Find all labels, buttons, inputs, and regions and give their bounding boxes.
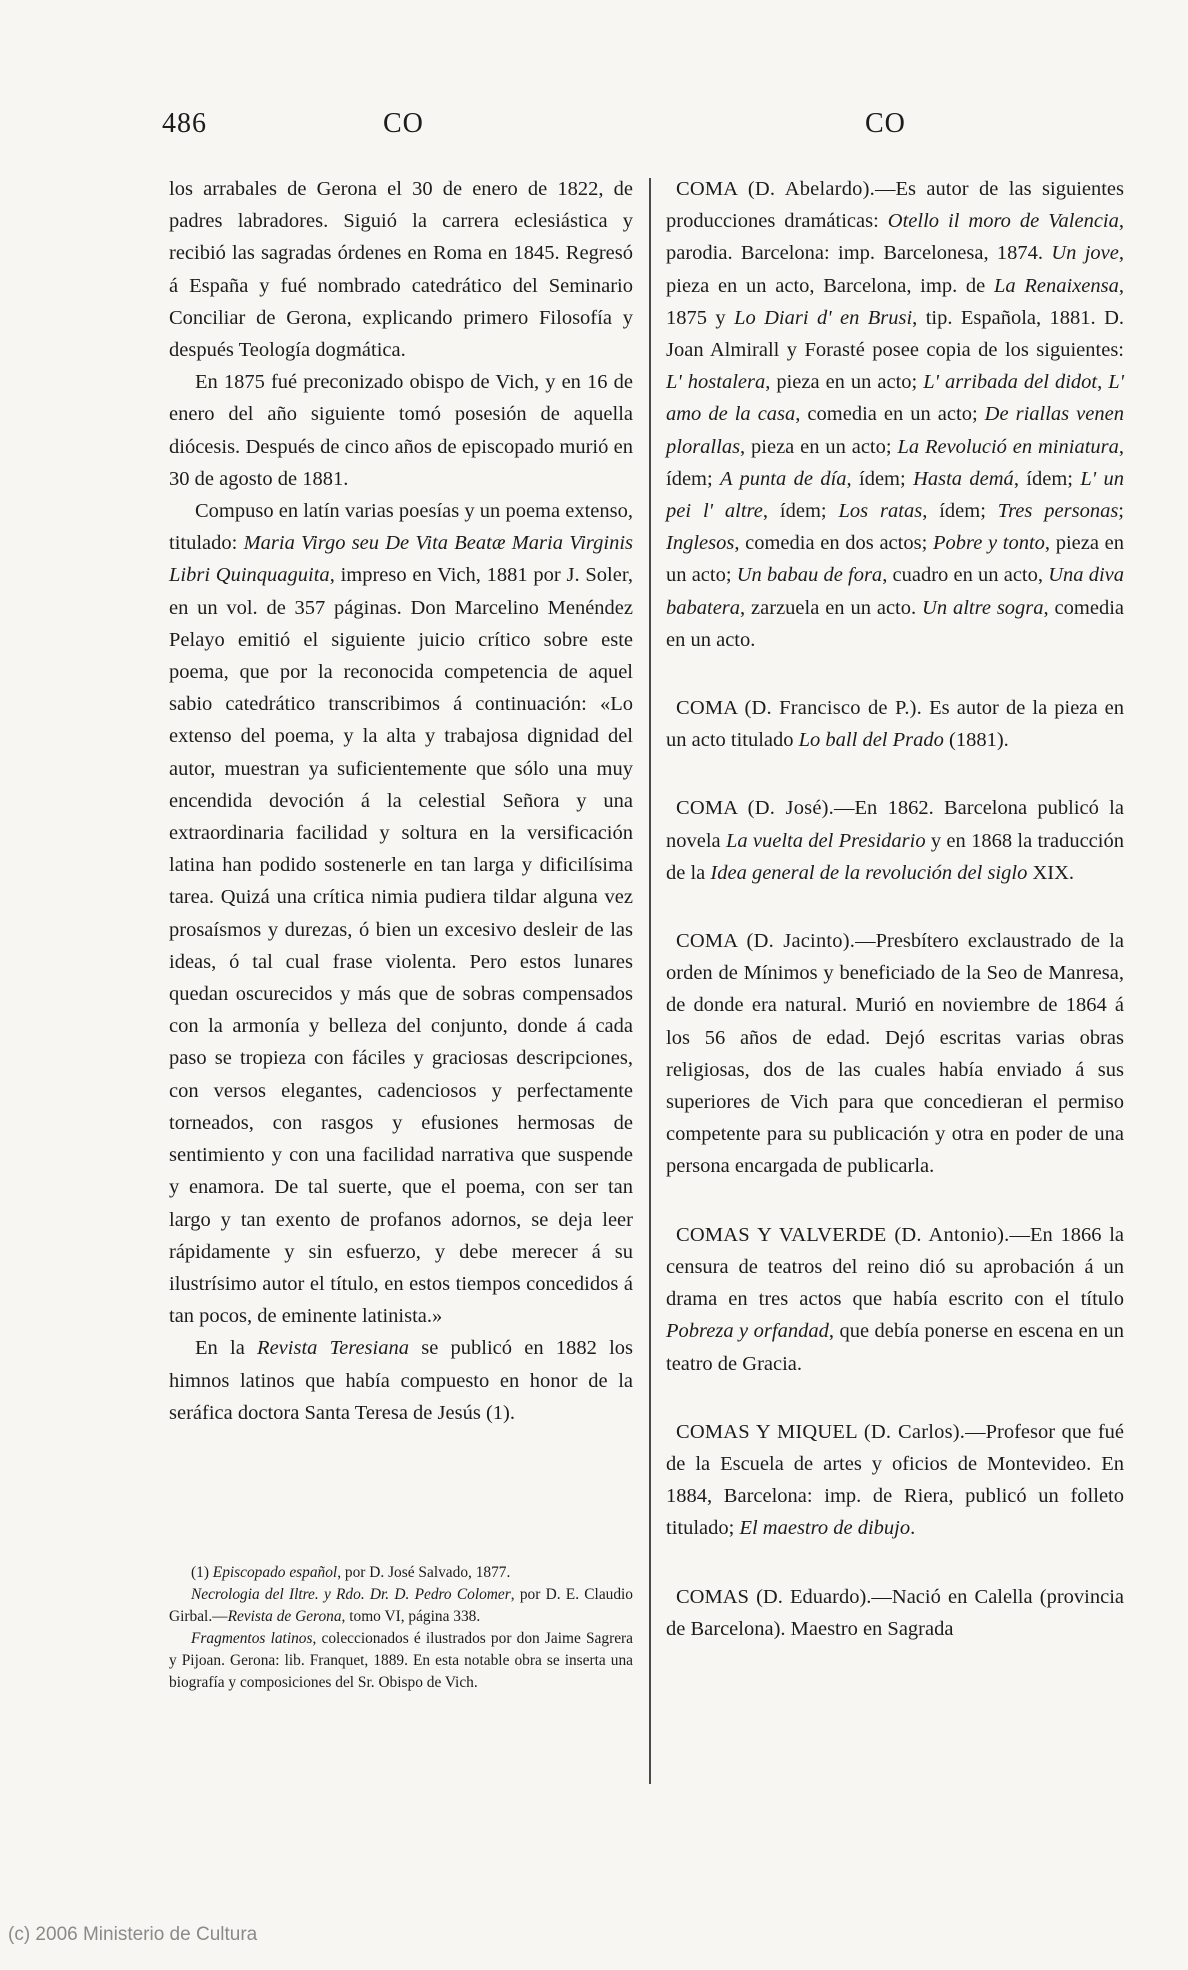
- journal-title: Revista Teresiana: [257, 1337, 409, 1360]
- entry-comas-eduardo: COMAS (D. Eduardo).—Nació en Calella (provincia de Barcelona). Maestro en Sagrada: [666, 1585, 1124, 1640]
- entry-coma-francisco: COMA (D. Francisco de P.). Es autor de la pieza en un acto titulado Lo ball del Prado (1881).: [666, 697, 1124, 752]
- paragraph: Compuso en latín varias poesías y un poema extenso, titulado: Maria Virgo seu De Vita Beatæ Maria Virginis Libri Quinquaguita, impreso en Vich, 1881 por J. Soler, en un vol. de 357 páginas. Don Marcelino Menéndez Pelayo emitió el siguiente juicio crítico sobre este poema, que por la reconocida competencia de aquel sabio catedrático transcribimos á continuación: «Lo extenso del poema, y la alta y trabajosa dignidad del autor, muestran ya suficientemente que sólo una muy encendida devoción á la celestial Señora y una extraordinaria facilidad y soltura en la versificación latina han podido sostenerle en tan larga y dificilísima tarea. Quizá una crítica nimia pudiera tildar alguna vez prosaísmos y durezas, ó bien un excesivo desleir de las ideas, ó tal cual frase violenta. Pero estos lunares quedan oscurecidos y más que de sobras compensados con la armonía y belleza del conjunto, donde á cada paso se tropieza con fáciles y graciosas descripciones, con versos elegantes, cadenciosos y perfectamente torneados, con rasgos y efusiones hermosas de sentimiento y con una facilidad narrativa que suspende y enamora. De tal suerte, que el poema, con ser tan largo y tan exento de profanos adornos, se deja leer rápidamente y sin esfuerzo, y debe merecer á su ilustrísimo autor el título, en estos tiempos concedidos á tan pocos, de eminente latinista.»: [169, 500, 633, 1328]
- entry-heading: COMAS (D. Eduardo).: [676, 1585, 872, 1608]
- running-header: [0, 108, 1188, 148]
- footnote: (1) Episcopado español, por D. José Salvado, 1877.: [191, 1564, 511, 1581]
- entry-heading: COMA (D. Francisco de P.).: [676, 697, 923, 720]
- left-running-head: CO: [383, 108, 424, 139]
- entry-comas-valverde: COMAS Y VALVERDE (D. Antonio).—En 1866 la censura de teatros del reino dió su aprobación á un drama en tres actos que había escrito con el título Pobreza y orfandad, que debía ponerse en escena en un teatro de Gracia.: [666, 1223, 1124, 1375]
- entry-heading: COMA (D. Jacinto).: [676, 930, 856, 953]
- paragraph: En 1875 fué preconizado obispo de Vich, y en 16 de enero del año siguiente tomó posesión de aquella diócesis. Después de cinco años de episcopado murió en 30 de agosto de 1881.: [169, 371, 633, 490]
- entry-heading: COMA (D. José).: [676, 797, 834, 820]
- book-title: Maria Virgo seu De Vita Beatæ Maria Virginis Libri Quinquaguita: [169, 532, 633, 587]
- right-running-head: CO: [865, 108, 906, 139]
- footnote: Fragmentos latinos, coleccionados é ilustrados por don Jaime Sagrera y Pijoan. Gerona: lib. Franquet, 1889. En esta notable obra se inserta una biografía y composiciones del Sr. Obispo de Vich.: [169, 1630, 633, 1691]
- entry-heading: COMAS Y VALVERDE (D. Antonio).: [676, 1223, 1010, 1246]
- entry-coma-jacinto: COMA (D. Jacinto).—Presbítero exclaustrado de la orden de Mínimos y beneficiado de la Seo de Manresa, de donde era natural. Murió en noviembre de 1864 á los 56 años de edad. Dejó escritas varias obras religiosas, dos de las cuales había enviado á sus superiores de Vich para que concedieran el permiso competente para su publicación y otra en poder de una persona encargada de publicarla.: [666, 930, 1124, 1178]
- paragraph: los arrabales de Gerona el 30 de enero de 1822, de padres labradores. Siguió la carrera eclesiástica y recibió las sagradas órdenes en Roma en 1845. Regresó á España y fué nombrado catedrático del Seminario Conciliar de Gerona, explicando primero Filosofía y después Teología dogmática.: [169, 178, 633, 362]
- right-column: [666, 173, 1124, 1645]
- page-number: 486: [162, 108, 207, 139]
- entry-comas-miquel: COMAS Y MIQUEL (D. Carlos).—Profesor que fué de la Escuela de artes y oficios de Montevideo. En 1884, Barcelona: imp. de Riera, publicó un folleto titulado; El maestro de dibujo.: [666, 1420, 1125, 1540]
- entry-coma-jose: COMA (D. José).—En 1862. Barcelona publicó la novela La vuelta del Presidario y en 1868 la traducción de la Idea general de la revolución del siglo XIX.: [666, 797, 1124, 884]
- entry-coma-abelardo: COMA (D. Abelardo).—Es autor de las siguientes producciones dramáticas: Otello il moro de Valencia, parodia. Barcelona: imp. Barcelonesa, 1874. Un jove, pieza en un acto, Barcelona, imp. de La Renaixensa, 1875 y Lo Diari d' en Brusi, tip. Española, 1881. D. Joan Almirall y Forasté posee copia de los siguientes: L' hostalera, pieza en un acto; L' arribada del didot, L' amo de la casa, comedia en un acto; De riallas venen plorallas, pieza en un acto; La Revolució en miniatura, ídem; A punta de día, ídem; Hasta demá, ídem; L' un pei l' altre, ídem; Los ratas, ídem; Tres personas; Inglesos, comedia en dos actos; Pobre y tonto, pieza en un acto; Un babau de fora, cuadro en un acto, Una diva babatera, zarzuela en un acto. Un altre sogra, comedia en un acto.: [666, 178, 1125, 651]
- footnote: Necrologia del Iltre. y Rdo. Dr. D. Pedro Colomer, por D. E. Claudio Girbal.—Revista de Gerona, tomo VI, página 338.: [169, 1586, 634, 1625]
- copyright-watermark: (c) 2006 Ministerio de Cultura: [8, 1924, 258, 1945]
- paragraph: En la Revista Teresiana se publicó en 1882 los himnos latinos que había compuesto en honor de la seráfica doctora Santa Teresa de Jesús (1).: [169, 1337, 633, 1424]
- footnotes: [169, 1562, 633, 1694]
- left-column: [169, 173, 633, 1429]
- entry-heading: COMA (D. Abelardo).: [676, 178, 875, 200]
- column-divider: [649, 178, 651, 1784]
- entry-heading: COMAS Y MIQUEL (D. Carlos).: [676, 1420, 966, 1443]
